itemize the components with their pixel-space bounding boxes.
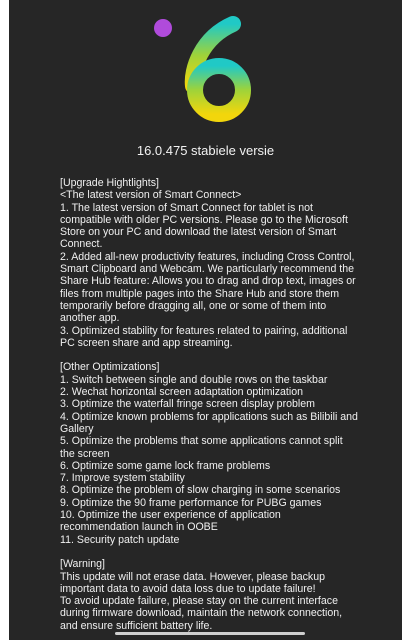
upgrade-item: 2. Added all-new productivity features, including Cross Control, Smart Clipboard and Webcam. We particularly recommend the Share Hub feature: Allows you to drag and drop text, images or files from multiple pages into the Share Hub and store them temporarily before dragging all, one or some of them into another app.	[60, 250, 356, 325]
warning-line: This update will not erase data. However, please backup important data to avoid data loss due to update failure!	[60, 570, 325, 595]
other-item: 7. Improve system stability	[60, 472, 185, 485]
upgrade-subheading: <The latest version of Smart Connect>	[60, 189, 242, 202]
other-item: 6. Optimize some game lock frame problems	[60, 459, 271, 472]
other-item: 8. Optimize the problem of slow charging in some scenarios	[60, 484, 341, 497]
other-heading: [Other Optimizations]	[60, 361, 160, 374]
release-notes	[60, 177, 360, 632]
other-item: 4. Optimize known problems for applications such as Bilibili and Gallery	[60, 410, 358, 435]
upgrade-item: 3. Optimized stability for features related to pairing, additional PC screen share and app streaming.	[60, 324, 348, 349]
other-item: 3. Optimize the waterfall fringe screen display problem	[60, 398, 315, 411]
other-item: 2. Wechat horizontal screen adaptation optimization	[60, 386, 304, 399]
warning-line: To avoid update failure, please stay on the current interface during firmware download, maintain the network connection, and ensure sufficient battery life.	[60, 595, 343, 632]
upgrade-item: 1. The latest version of Smart Connect for tablet is not compatible with older PC versions. Please go to the Microsoft Store on your PC and download the latest version of Smart Connect.	[60, 201, 348, 251]
other-item: 1. Switch between single and double rows on the taskbar	[60, 373, 328, 386]
home-indicator[interactable]	[115, 632, 305, 635]
i6-logo-icon	[149, 14, 257, 126]
warning-heading: [Warning]	[60, 558, 105, 571]
update-screen	[9, 0, 402, 640]
other-item: 11. Security patch update	[60, 533, 180, 546]
other-item: 9. Optimize the 90 frame performance for PUBG games	[60, 496, 322, 509]
version-label: 16.0.475 stabiele versie	[136, 143, 275, 158]
other-item: 5. Optimize the problems that some applications cannot split the screen	[60, 435, 343, 460]
upgrade-heading: [Upgrade Hightlights]	[60, 177, 159, 189]
other-item: 10. Optimize the user experience of application recommendation launch in OOBE	[60, 509, 281, 534]
